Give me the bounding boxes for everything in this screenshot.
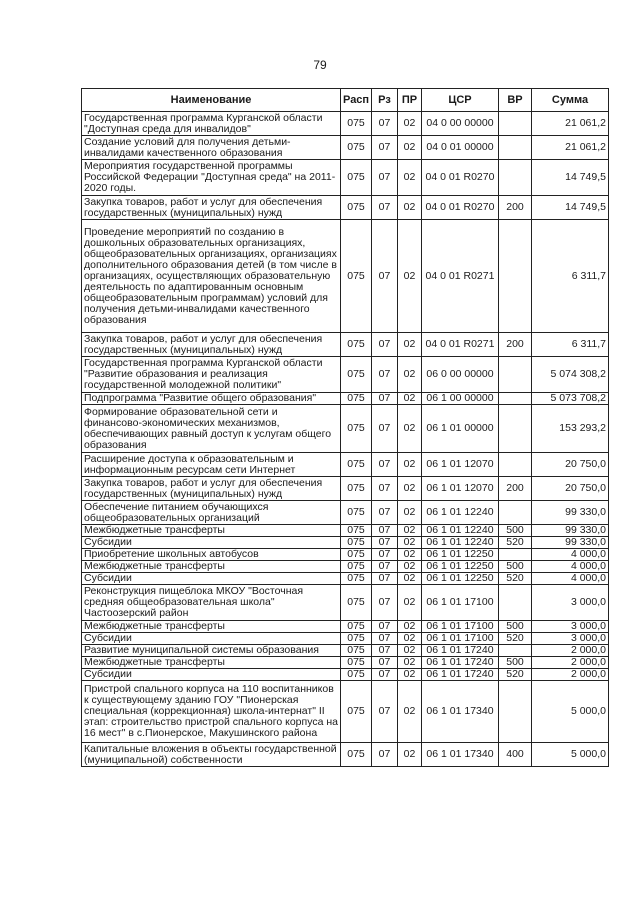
row-name: Создание условий для получения детьми-инвалидами качественного образования [82,136,341,160]
row-pr: 02 [398,393,422,405]
row-name: Государственная программа Курганской области "Доступная среда для инвалидов" [82,112,341,136]
row-rasp: 075 [341,621,372,633]
row-name: Межбюджетные трансферты [82,525,341,537]
row-pr: 02 [398,357,422,393]
row-name: Обеспечение питанием обучающихся общеобразовательных организаций [82,501,341,525]
row-csr: 06 1 01 12250 [422,573,499,585]
row-pr: 02 [398,453,422,477]
row-rasp: 075 [341,573,372,585]
row-vr [499,405,532,453]
row-vr: 400 [499,743,532,767]
header-name: Наименование [82,89,341,112]
row-csr: 04 0 01 00000 [422,136,499,160]
row-pr: 02 [398,112,422,136]
table-row [82,477,609,501]
table-row [82,573,609,585]
table-row [82,549,609,561]
row-csr: 06 1 01 17240 [422,657,499,669]
row-sum: 2 000,0 [532,669,609,681]
row-name: Субсидии [82,633,341,645]
row-rz: 07 [372,112,398,136]
row-name: Закупка товаров, работ и услуг для обеспечения государственных (муниципальных) нужд [82,196,341,220]
row-rz: 07 [372,537,398,549]
row-name: Субсидии [82,573,341,585]
row-vr [499,112,532,136]
table-row [82,112,609,136]
row-vr [499,681,532,743]
row-pr: 02 [398,525,422,537]
row-csr: 06 0 00 00000 [422,357,499,393]
row-name: Пристрой спального корпуса на 110 воспитанников к существующему зданию ГОУ "Пионерская специальная (коррекционная) школа-интернат" II этап: строительство пристрой спального корпуса на 16 мест" в с.Пионерское, Макушинского района [82,681,341,743]
row-rz: 07 [372,573,398,585]
row-pr: 02 [398,405,422,453]
row-rz: 07 [372,477,398,501]
row-rz: 07 [372,357,398,393]
row-vr [499,585,532,621]
table-row [82,657,609,669]
row-name: Субсидии [82,537,341,549]
row-sum: 3 000,0 [532,585,609,621]
row-sum: 5 000,0 [532,681,609,743]
table-row [82,645,609,657]
row-pr: 02 [398,621,422,633]
header-sum: Сумма [532,89,609,112]
table-row [82,621,609,633]
row-name: Проведение мероприятий по созданию в дошкольных образовательных организациях, общеобразовательных организациях, организациях дополнительного образования детей (в том числе в организациях, осуществляющих образовательную деятельность по адаптированным основным общеобразовательным программам) условий для получения детьми-инвалидами качественного образования [82,220,341,333]
table-row [82,136,609,160]
row-pr: 02 [398,477,422,501]
row-sum: 20 750,0 [532,453,609,477]
row-sum: 4 000,0 [532,573,609,585]
row-rasp: 075 [341,537,372,549]
row-rasp: 075 [341,112,372,136]
row-pr: 02 [398,669,422,681]
row-rasp: 075 [341,196,372,220]
row-csr: 04 0 01 R0271 [422,220,499,333]
table-row [82,196,609,220]
row-pr: 02 [398,681,422,743]
row-vr: 520 [499,537,532,549]
row-name: Закупка товаров, работ и услуг для обеспечения государственных (муниципальных) нужд [82,333,341,357]
table-row [82,633,609,645]
row-vr: 500 [499,561,532,573]
table-row [82,405,609,453]
row-name: Расширение доступа к образовательным и информационным ресурсам сети Интернет [82,453,341,477]
row-rasp: 075 [341,669,372,681]
row-rasp: 075 [341,633,372,645]
row-vr: 200 [499,333,532,357]
row-rasp: 075 [341,453,372,477]
row-pr: 02 [398,645,422,657]
header-row [82,89,609,112]
table-row [82,357,609,393]
row-sum: 14 749,5 [532,196,609,220]
table-row [82,453,609,477]
row-name: Государственная программа Курганской области "Развитие образования и реализация государственной молодежной политики" [82,357,341,393]
row-csr: 06 1 01 17340 [422,681,499,743]
row-rasp: 075 [341,501,372,525]
row-sum: 2 000,0 [532,657,609,669]
header-csr: ЦСР [422,89,499,112]
row-name: Межбюджетные трансферты [82,657,341,669]
row-vr [499,393,532,405]
row-vr [499,501,532,525]
row-pr: 02 [398,160,422,196]
row-rz: 07 [372,621,398,633]
row-vr [499,645,532,657]
row-name: Подпрограмма "Развитие общего образования" [82,393,341,405]
row-rz: 07 [372,645,398,657]
row-vr: 500 [499,621,532,633]
row-rasp: 075 [341,477,372,501]
row-rz: 07 [372,160,398,196]
row-pr: 02 [398,333,422,357]
row-rasp: 075 [341,657,372,669]
header-vr: ВР [499,89,532,112]
row-vr: 500 [499,525,532,537]
table-row [82,501,609,525]
row-name: Межбюджетные трансферты [82,561,341,573]
row-rz: 07 [372,633,398,645]
row-rz: 07 [372,561,398,573]
row-name: Капитальные вложения в объекты государственной (муниципальной) собственности [82,743,341,767]
row-rasp: 075 [341,393,372,405]
row-pr: 02 [398,501,422,525]
row-rasp: 075 [341,405,372,453]
row-name: Приобретение школьных автобусов [82,549,341,561]
row-rasp: 075 [341,525,372,537]
row-name: Межбюджетные трансферты [82,621,341,633]
row-rz: 07 [372,669,398,681]
row-pr: 02 [398,573,422,585]
row-csr: 06 1 01 00000 [422,405,499,453]
row-csr: 04 0 01 R0270 [422,196,499,220]
table-row [82,681,609,743]
header-rasp: Расп [341,89,372,112]
row-vr: 520 [499,573,532,585]
row-sum: 6 311,7 [532,220,609,333]
table-row [82,585,609,621]
row-name: Развитие муниципальной системы образования [82,645,341,657]
row-sum: 4 000,0 [532,549,609,561]
row-sum: 6 311,7 [532,333,609,357]
row-pr: 02 [398,136,422,160]
row-name: Субсидии [82,669,341,681]
row-csr: 04 0 01 R0271 [422,333,499,357]
row-sum: 21 061,2 [532,112,609,136]
row-rz: 07 [372,681,398,743]
row-csr: 06 1 01 12240 [422,537,499,549]
row-csr: 06 1 01 17100 [422,621,499,633]
row-sum: 20 750,0 [532,477,609,501]
row-rasp: 075 [341,136,372,160]
table-row [82,537,609,549]
row-rz: 07 [372,196,398,220]
row-pr: 02 [398,537,422,549]
row-csr: 06 1 01 17240 [422,645,499,657]
row-sum: 99 330,0 [532,525,609,537]
row-vr: 200 [499,196,532,220]
row-sum: 5 074 308,2 [532,357,609,393]
table-row [82,743,609,767]
row-pr: 02 [398,561,422,573]
row-pr: 02 [398,633,422,645]
row-rasp: 075 [341,220,372,333]
row-rz: 07 [372,393,398,405]
header-rz: Рз [372,89,398,112]
row-name: Закупка товаров, работ и услуг для обеспечения государственных (муниципальных) нужд [82,477,341,501]
row-rasp: 075 [341,681,372,743]
row-pr: 02 [398,585,422,621]
row-csr: 06 1 01 12070 [422,477,499,501]
row-rz: 07 [372,743,398,767]
row-vr: 520 [499,633,532,645]
row-vr [499,453,532,477]
row-csr: 06 1 01 12070 [422,453,499,477]
row-csr: 06 1 01 12240 [422,525,499,537]
row-csr: 04 0 00 00000 [422,112,499,136]
row-vr: 520 [499,669,532,681]
table-row [82,220,609,333]
row-pr: 02 [398,220,422,333]
row-vr: 200 [499,477,532,501]
row-sum: 5 000,0 [532,743,609,767]
row-name: Реконструкция пищеблока МКОУ "Восточная средняя общеобразовательная школа" Частоозерский район [82,585,341,621]
row-csr: 06 1 01 12240 [422,501,499,525]
row-sum: 4 000,0 [532,561,609,573]
row-csr: 06 1 01 17100 [422,633,499,645]
row-rz: 07 [372,405,398,453]
row-pr: 02 [398,196,422,220]
page-number: 79 [313,58,327,72]
row-sum: 99 330,0 [532,501,609,525]
row-rz: 07 [372,220,398,333]
row-sum: 14 749,5 [532,160,609,196]
budget-table [81,88,609,767]
row-rasp: 075 [341,549,372,561]
row-vr [499,549,532,561]
table-row [82,393,609,405]
row-rz: 07 [372,657,398,669]
row-rz: 07 [372,333,398,357]
row-sum: 3 000,0 [532,633,609,645]
row-vr [499,220,532,333]
row-sum: 153 293,2 [532,405,609,453]
row-rz: 07 [372,136,398,160]
row-rz: 07 [372,585,398,621]
row-rasp: 075 [341,645,372,657]
table-row [82,333,609,357]
row-rasp: 075 [341,585,372,621]
table-row [82,525,609,537]
row-rasp: 075 [341,561,372,573]
row-csr: 06 1 01 17340 [422,743,499,767]
row-rz: 07 [372,501,398,525]
table-row [82,160,609,196]
row-name: Мероприятия государственной программы Российской Федерации "Доступная среда" на 2011-2020 годы. [82,160,341,196]
row-rz: 07 [372,453,398,477]
row-vr [499,136,532,160]
row-sum: 5 073 708,2 [532,393,609,405]
row-csr: 04 0 01 R0270 [422,160,499,196]
row-csr: 06 1 00 00000 [422,393,499,405]
row-vr [499,357,532,393]
row-csr: 06 1 01 12250 [422,561,499,573]
row-sum: 2 000,0 [532,645,609,657]
row-name: Формирование образовательной сети и финансово-экономических механизмов, обеспечивающих равный доступ к услугам общего образования [82,405,341,453]
header-pr: ПР [398,89,422,112]
table-row [82,561,609,573]
row-rz: 07 [372,525,398,537]
row-csr: 06 1 01 17100 [422,585,499,621]
row-pr: 02 [398,549,422,561]
row-sum: 21 061,2 [532,136,609,160]
row-vr: 500 [499,657,532,669]
row-rasp: 075 [341,333,372,357]
row-pr: 02 [398,657,422,669]
row-sum: 3 000,0 [532,621,609,633]
row-vr [499,160,532,196]
row-rasp: 075 [341,357,372,393]
row-rz: 07 [372,549,398,561]
row-csr: 06 1 01 17240 [422,669,499,681]
row-pr: 02 [398,743,422,767]
row-rasp: 075 [341,160,372,196]
table-row [82,669,609,681]
row-sum: 99 330,0 [532,537,609,549]
row-rasp: 075 [341,743,372,767]
row-csr: 06 1 01 12250 [422,549,499,561]
